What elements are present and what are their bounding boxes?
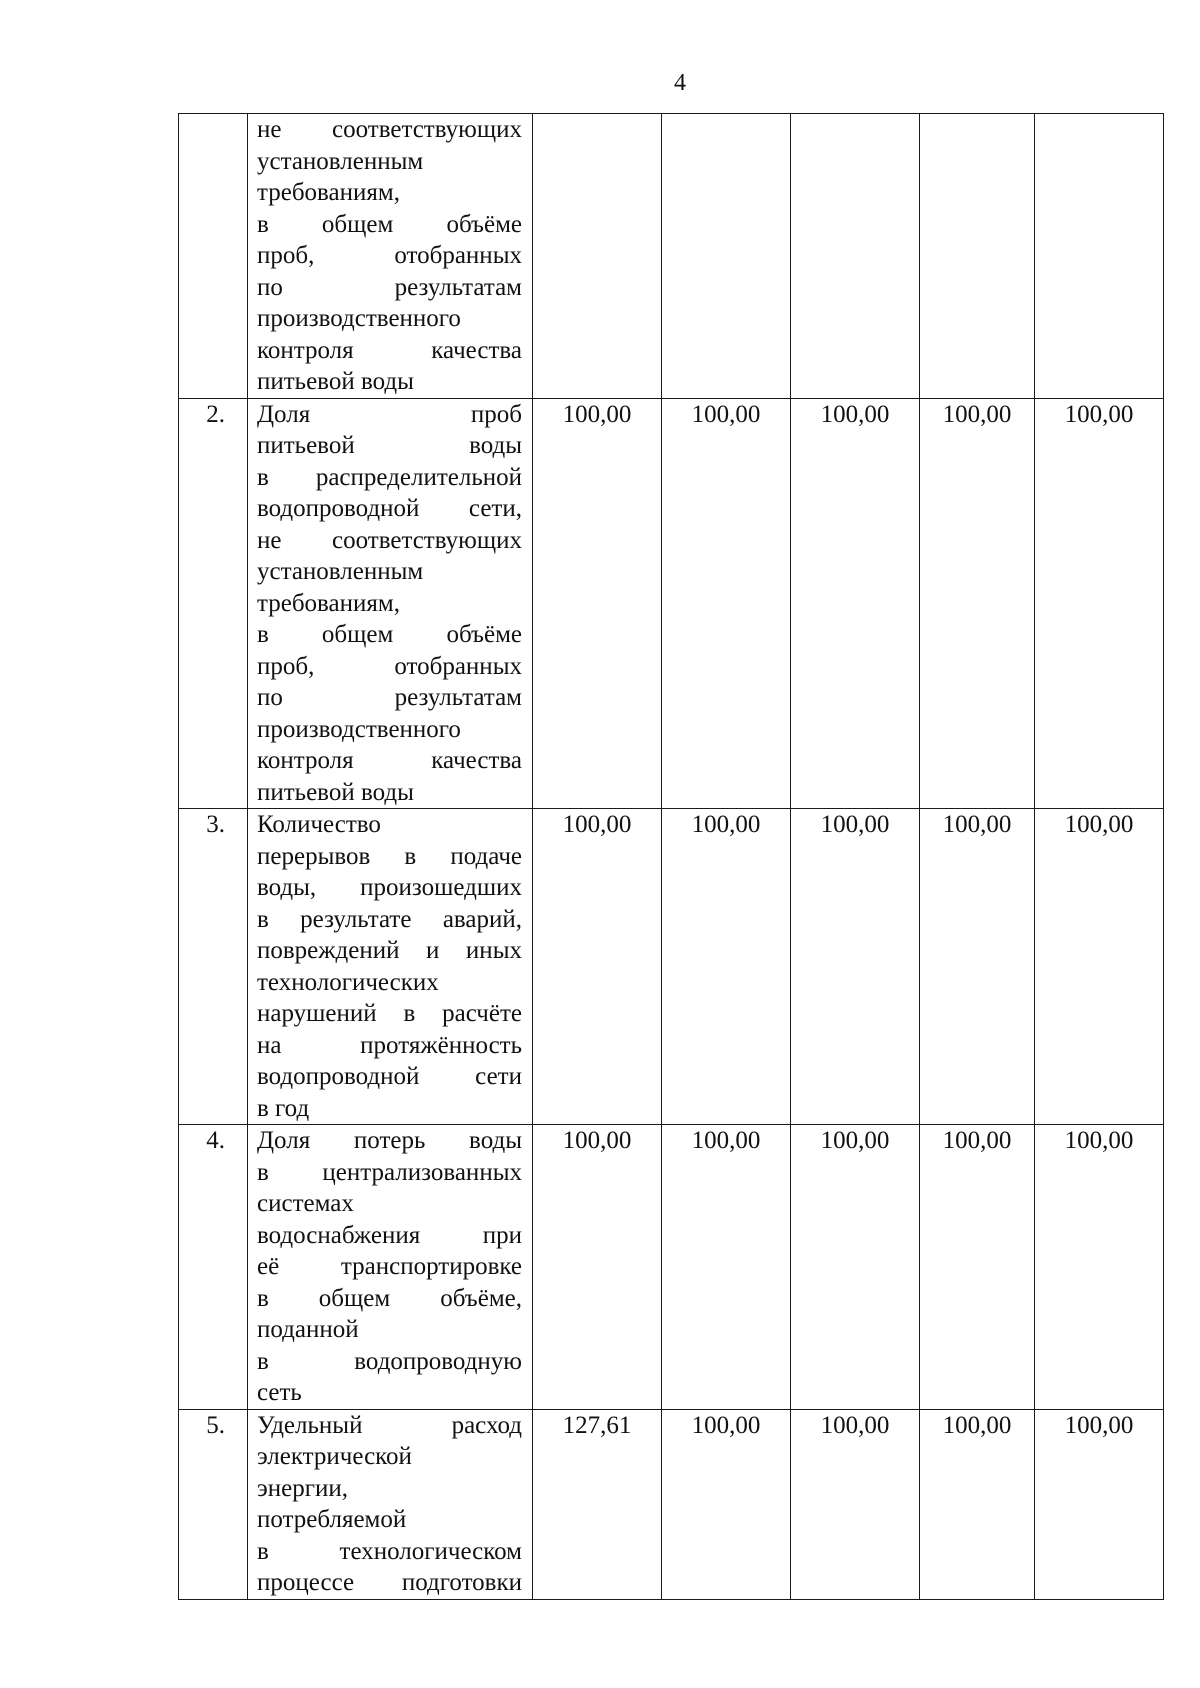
value-cell: 100,00 — [662, 398, 791, 809]
description-line: контроля качества — [257, 336, 522, 364]
value-cell: 100,00 — [920, 1409, 1035, 1599]
description-line: потребляемой — [257, 1506, 407, 1533]
description-line: на протяжённость — [257, 1031, 522, 1059]
indicators-table — [178, 113, 1164, 1600]
description-line: энергии, — [257, 1474, 348, 1502]
value-cell: 100,00 — [920, 809, 1035, 1125]
value-cell: 100,00 — [1035, 1409, 1164, 1599]
description-line: проб, отобранных — [257, 652, 522, 680]
description-line: воды, произошедших — [257, 874, 522, 901]
value-cell: 100,00 — [1035, 1125, 1164, 1410]
description-line: установленным — [257, 558, 424, 585]
indicator-description — [248, 114, 533, 399]
description-line: водопроводной сети — [257, 1063, 522, 1090]
value-cell: 127,61 — [533, 1409, 662, 1599]
value-cell: 100,00 — [662, 1125, 791, 1410]
table-row — [179, 398, 1164, 809]
description-line: повреждений и иных — [257, 937, 522, 964]
description-line: требованиям, — [257, 589, 400, 617]
table-row — [179, 1125, 1164, 1410]
description-line: требованиям, — [257, 179, 400, 206]
value-cell: 100,00 — [791, 1409, 920, 1599]
value-cell: 100,00 — [1035, 398, 1164, 809]
value-cell: 100,00 — [791, 1125, 920, 1410]
description-line: производственного — [257, 305, 461, 332]
description-line: контроля качества — [257, 747, 522, 774]
description-line: в результате аварий, — [257, 905, 522, 933]
description-line: в общем объёме — [257, 621, 522, 648]
table-row — [179, 809, 1164, 1125]
description-line: проб, отобранных — [257, 242, 522, 269]
description-line: сеть — [257, 1379, 302, 1406]
description-line: Количество — [257, 811, 381, 838]
description-line: перерывов в подаче — [257, 842, 522, 870]
description-line: в общем объёме, — [257, 1284, 522, 1312]
description-line: не соответствующих — [257, 526, 522, 554]
value-cell — [920, 114, 1035, 399]
table-body — [179, 114, 1164, 1600]
value-cell: 100,00 — [791, 398, 920, 809]
table-row — [179, 114, 1164, 399]
value-cell: 100,00 — [533, 398, 662, 809]
description-line: питьевой воды — [257, 778, 414, 806]
description-line: производственного — [257, 715, 461, 743]
value-cell — [791, 114, 920, 399]
description-line: водоснабжения при — [257, 1221, 522, 1249]
row-number: 4. — [179, 1125, 248, 1410]
page-number: 4 — [674, 70, 686, 96]
value-cell: 100,00 — [533, 809, 662, 1125]
row-number: 3. — [179, 809, 248, 1125]
description-line: процессе подготовки — [257, 1569, 522, 1596]
description-line: в водопроводную — [257, 1347, 522, 1375]
value-cell — [1035, 114, 1164, 399]
indicator-description — [248, 398, 533, 809]
value-cell — [662, 114, 791, 399]
description-line: технологических — [257, 968, 439, 996]
description-line: в централизованных — [257, 1158, 522, 1186]
indicator-description — [248, 1125, 533, 1410]
description-line: Удельный расход — [257, 1411, 522, 1439]
value-cell: 100,00 — [662, 809, 791, 1125]
description-line: системах — [257, 1190, 354, 1217]
description-line: в год — [257, 1094, 310, 1122]
table-row — [179, 1409, 1164, 1599]
description-line: по результатам — [257, 273, 522, 301]
description-line: в общем объёме — [257, 210, 522, 238]
value-cell: 100,00 — [533, 1125, 662, 1410]
description-line: по результатам — [257, 684, 522, 711]
description-line: не соответствующих — [257, 116, 522, 143]
value-cell: 100,00 — [791, 809, 920, 1125]
description-line: Доля потерь воды — [257, 1127, 522, 1154]
indicator-description — [248, 1409, 533, 1599]
description-line: установленным — [257, 147, 424, 175]
row-number: 2. — [179, 398, 248, 809]
description-line: её транспортировке — [257, 1253, 522, 1280]
value-cell: 100,00 — [1035, 809, 1164, 1125]
description-line: питьевой воды — [257, 368, 414, 395]
description-line: питьевой воды — [257, 432, 522, 459]
description-line: Доля проб — [257, 400, 522, 428]
description-line: нарушений в расчёте — [257, 1000, 522, 1027]
description-line: в распределительной — [257, 463, 522, 491]
value-cell — [533, 114, 662, 399]
description-line: электрической — [257, 1443, 412, 1470]
value-cell: 100,00 — [920, 398, 1035, 809]
description-line: водопроводной сети, — [257, 495, 522, 522]
value-cell: 100,00 — [662, 1409, 791, 1599]
row-number — [179, 114, 248, 399]
description-line: поданной — [257, 1316, 359, 1343]
value-cell: 100,00 — [920, 1125, 1035, 1410]
description-line: в технологическом — [257, 1537, 522, 1565]
indicator-description — [248, 809, 533, 1125]
row-number: 5. — [179, 1409, 248, 1599]
